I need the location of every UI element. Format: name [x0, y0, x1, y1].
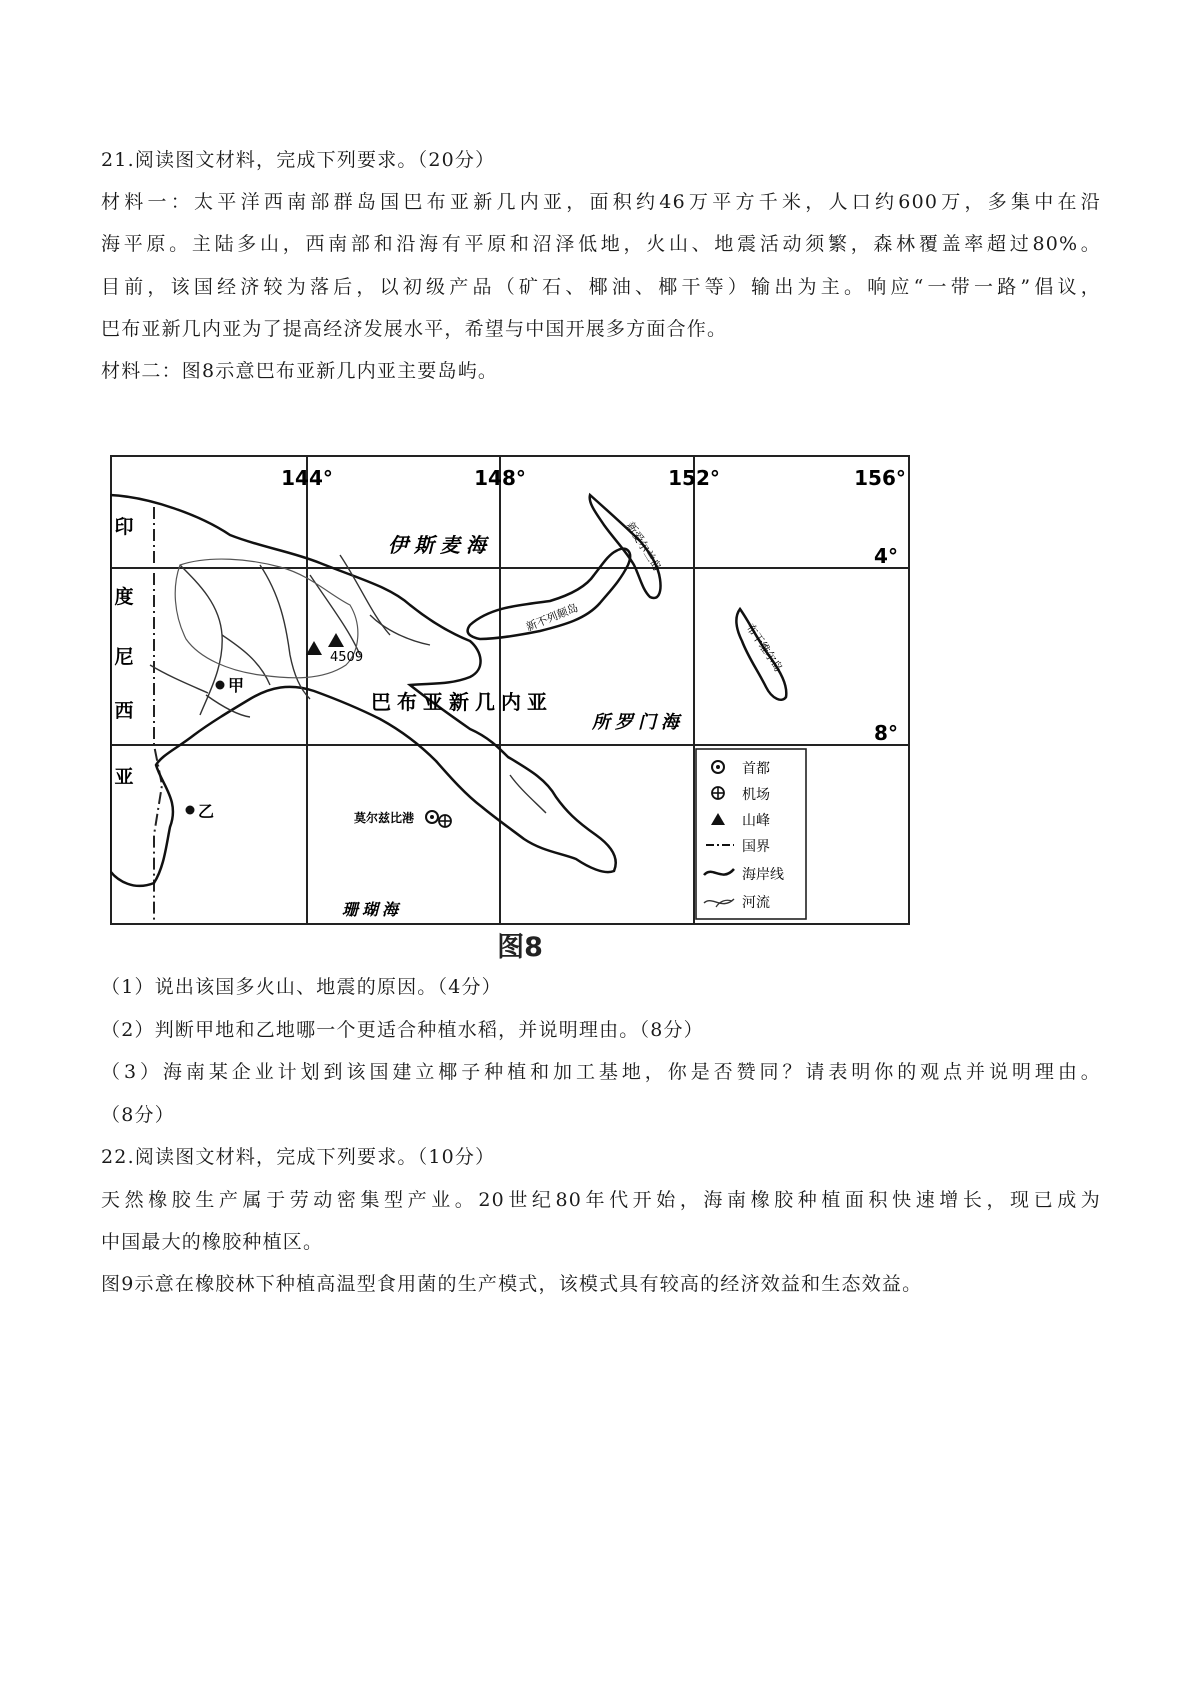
subquestion-1: （1）说出该国多火山、地震的原因。（4分）	[101, 976, 502, 998]
svg-text:尼: 尼	[114, 646, 134, 668]
material1-line: 目前，该国经济较为落后，以初级产品（矿石、椰油、椰干等）输出为主。响应“一带一路”倡议，	[101, 276, 1101, 298]
new-ireland-label: 新爱尔兰岛	[623, 519, 664, 574]
svg-text:印: 印	[114, 516, 134, 538]
legend-label: 国界	[742, 839, 770, 855]
legend-label: 山峰	[742, 813, 770, 829]
q22-figure-desc: 图9示意在橡胶林下种植高温型食用菌的生产模式，该模式具有较高的经济效益和生态效益。	[101, 1273, 923, 1295]
lon-label: 148°	[474, 466, 526, 490]
legend-label: 首都	[742, 761, 770, 777]
point-a-marker	[216, 681, 225, 690]
material2-text: 材料二：图8示意巴布亚新几内亚主要岛屿。	[101, 360, 499, 382]
peak-elevation-label: 4509	[330, 650, 364, 665]
country-label: 巴布亚新几内亚	[371, 690, 553, 714]
lon-label: 152°	[668, 466, 720, 490]
bougainville-label: 布干维尔岛	[743, 621, 786, 675]
capital-label: 莫尔兹比港	[354, 811, 415, 825]
coral-sea-label: 珊瑚海	[341, 900, 403, 919]
svg-text:西: 西	[114, 700, 134, 722]
solomon-sea-label: 所罗门海	[592, 712, 684, 733]
subquestion-2: （2）判断甲地和乙地哪一个更适合种植水稻，并说明理由。（8分）	[101, 1019, 704, 1041]
svg-text:亚: 亚	[114, 766, 134, 788]
legend-label: 河流	[742, 895, 770, 911]
lat-label: 4°	[874, 544, 898, 568]
q22-para-line: 中国最大的橡胶种植区。	[101, 1231, 324, 1253]
map-svg	[110, 455, 910, 925]
material1-line: 巴布亚新几内亚为了提高经济发展水平，希望与中国开展多方面合作。	[101, 318, 728, 340]
subquestion-3-points: （8分）	[101, 1104, 175, 1126]
legend-label: 海岸线	[742, 867, 784, 883]
lon-label: 156°	[854, 466, 906, 490]
q22-para-line: 天然橡胶生产属于劳动密集型产业。20世纪80年代开始，海南橡胶种植面积快速增长，现已成为	[101, 1189, 1101, 1211]
material1-line: 材料一：太平洋西南部群岛国巴布亚新几内亚，面积约46万平方千米，人口约600万，多集中在沿	[101, 191, 1101, 213]
material1-line: 海平原。主陆多山，西南部和沿海有平原和沼泽低地，火山、地震活动须繁，森林覆盖率超过80%。	[101, 233, 1101, 255]
lon-label: 144°	[281, 466, 333, 490]
legend-label: 机场	[742, 787, 770, 803]
q22-heading: 22.阅读图文材料，完成下列要求。（10分）	[101, 1146, 496, 1168]
svg-text:度: 度	[114, 586, 134, 608]
q21-heading: 21.阅读图文材料，完成下列要求。（20分）	[101, 149, 496, 171]
png-map-figure	[110, 455, 910, 925]
figure-caption: 图8	[497, 932, 543, 963]
new-britain-label: 新不列颠岛	[524, 601, 581, 634]
bismarck-sea-label: 伊斯麦海	[388, 533, 492, 557]
lat-label: 8°	[874, 721, 898, 745]
subquestion-3: （3）海南某企业计划到该国建立椰子种植和加工基地，你是否赞同？请表明你的观点并说明理由。	[101, 1061, 1101, 1083]
point-a-label: 甲	[228, 676, 245, 695]
point-b-marker	[186, 806, 195, 815]
map-legend	[696, 749, 806, 919]
point-b-label: 乙	[198, 802, 215, 821]
